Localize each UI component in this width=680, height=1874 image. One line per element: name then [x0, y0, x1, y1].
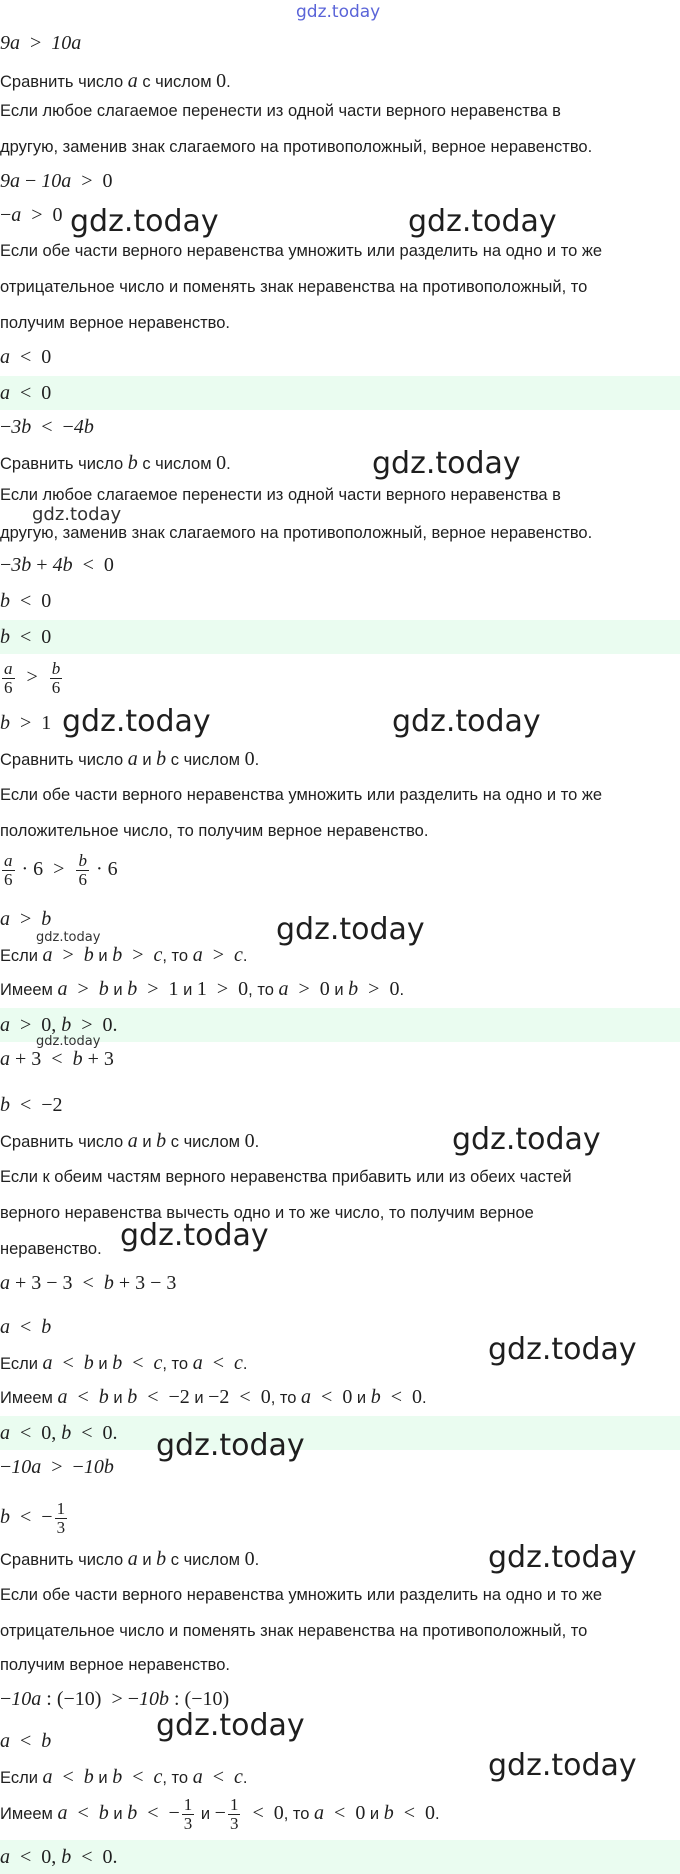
watermark: gdz.today [372, 446, 521, 481]
text-line: Если a < b и b < c, то a < c. [0, 1352, 248, 1374]
math-line: b < 0 [0, 590, 52, 612]
text-line: Если обе части верного неравенства умножить или разделить на одно и то же [0, 1586, 603, 1604]
answer-line: b < 0 [0, 626, 52, 648]
text-line: Имеем a > b и b > 1 и 1 > 0, то a > 0 и b > 0. [0, 978, 405, 1000]
watermark: gdz.today [32, 504, 122, 525]
math-line: −3b < −4b [0, 416, 94, 438]
text-line: Сравнить число a и b с числом 0. [0, 1548, 260, 1570]
text-line: Сравнить число a с числом 0. [0, 70, 231, 92]
math-line: −10a : (−10) > −10b : (−10) [0, 1688, 230, 1710]
text-line: Сравнить число b с числом 0. [0, 452, 231, 474]
text-line: отрицательное число и поменять знак неравенства на противоположный, то [0, 278, 588, 296]
math-line: a < b [0, 1730, 52, 1752]
watermark: gdz.today [156, 1708, 305, 1743]
math-line: $\frac{a}{6}$ > $\frac{b}{6}$ [4, 659, 61, 697]
watermark: gdz.today [488, 1540, 637, 1575]
answer-highlight [0, 620, 680, 654]
text-line: Если любое слагаемое перенести из одной части верного неравенства в [0, 102, 561, 120]
math-line: −3b + 4b < 0 [0, 554, 114, 576]
watermark: gdz.today [488, 1748, 637, 1783]
text-line: Имеем a < b и b < −2 и −2 < 0, то a < 0 и b < 0. [0, 1386, 427, 1408]
answer-line: a > 0, b > 0. [0, 1014, 118, 1036]
text-line: Имеем a < b и b < − $\frac{1}{3}$ и − $\frac{1}{3}$ < 0, то a < 0 и b < 0. [0, 1795, 440, 1833]
text-line: Если a > b и b > c, то a > c. [0, 944, 248, 966]
math-line: b > 1 [0, 712, 52, 734]
math-line: a < 0 [0, 346, 52, 368]
text-line: другую, заменив знак слагаемого на противоположный, верное неравенство. [0, 524, 593, 542]
math-line: a < b [0, 1316, 52, 1338]
watermark: gdz.today [120, 1218, 269, 1253]
math-line: −a > 0 [0, 204, 63, 226]
watermark: gdz.today [392, 704, 541, 739]
text-line: положительное число, то получим верное неравенство. [0, 822, 429, 840]
watermark: gdz.today [36, 930, 101, 945]
text-line: верного неравенства вычесть одно и то же число, то получим верное [0, 1204, 534, 1222]
watermark: gdz.today [408, 204, 557, 239]
text-line: Если a < b и b < c, то a < c. [0, 1766, 248, 1788]
answer-line: a < 0 [0, 382, 52, 404]
text-line: Сравнить число a и b с числом 0. [0, 1130, 260, 1152]
text-line: Если обе части верного неравенства умножить или разделить на одно и то же [0, 242, 603, 260]
answer-line: a < 0, b < 0. [0, 1846, 118, 1868]
text-line: другую, заменив знак слагаемого на противоположный, верное неравенство. [0, 138, 593, 156]
answer-highlight [0, 376, 680, 410]
text-line: Если обе части верного неравенства умножить или разделить на одно и то же [0, 786, 603, 804]
text-line: получим верное неравенство. [0, 1656, 231, 1674]
math-line: 9a − 10a > 0 [0, 170, 113, 192]
watermark: gdz.today [62, 704, 211, 739]
text-line: отрицательное число и поменять знак неравенства на противоположный, то [0, 1622, 588, 1640]
answer-line: a < 0, b < 0. [0, 1422, 118, 1444]
watermark: gdz.today [36, 1034, 101, 1049]
text-line: Если к обеим частям верного неравенства прибавить или из обеих частей [0, 1168, 572, 1186]
watermark: gdz.today [70, 204, 219, 239]
text-line: Сравнить число a и b с числом 0. [0, 748, 260, 770]
math-line: a + 3 − 3 < b + 3 − 3 [0, 1272, 177, 1294]
math-line: $\frac{a}{6}$ · 6 > $\frac{b}{6}$ · 6 [4, 851, 118, 889]
watermark: gdz.today [488, 1332, 637, 1367]
watermark: gdz.today [156, 1428, 305, 1463]
math-line: b < − $\frac{1}{3}$ [0, 1499, 66, 1537]
text-line: получим верное неравенство. [0, 314, 231, 332]
text-line: Если любое слагаемое перенести из одной части верного неравенства в [0, 486, 561, 504]
math-line: 9a > 10a [0, 32, 82, 54]
math-line: a > b [0, 908, 52, 930]
watermark: gdz.today [276, 912, 425, 947]
math-line: b < −2 [0, 1094, 63, 1116]
math-line: a + 3 < b + 3 [0, 1048, 114, 1070]
math-line: −10a > −10b [0, 1456, 114, 1478]
watermark: gdz.today [452, 1122, 601, 1157]
text-line: неравенство. [0, 1240, 102, 1258]
site-header-link[interactable]: gdz.today [296, 2, 381, 22]
